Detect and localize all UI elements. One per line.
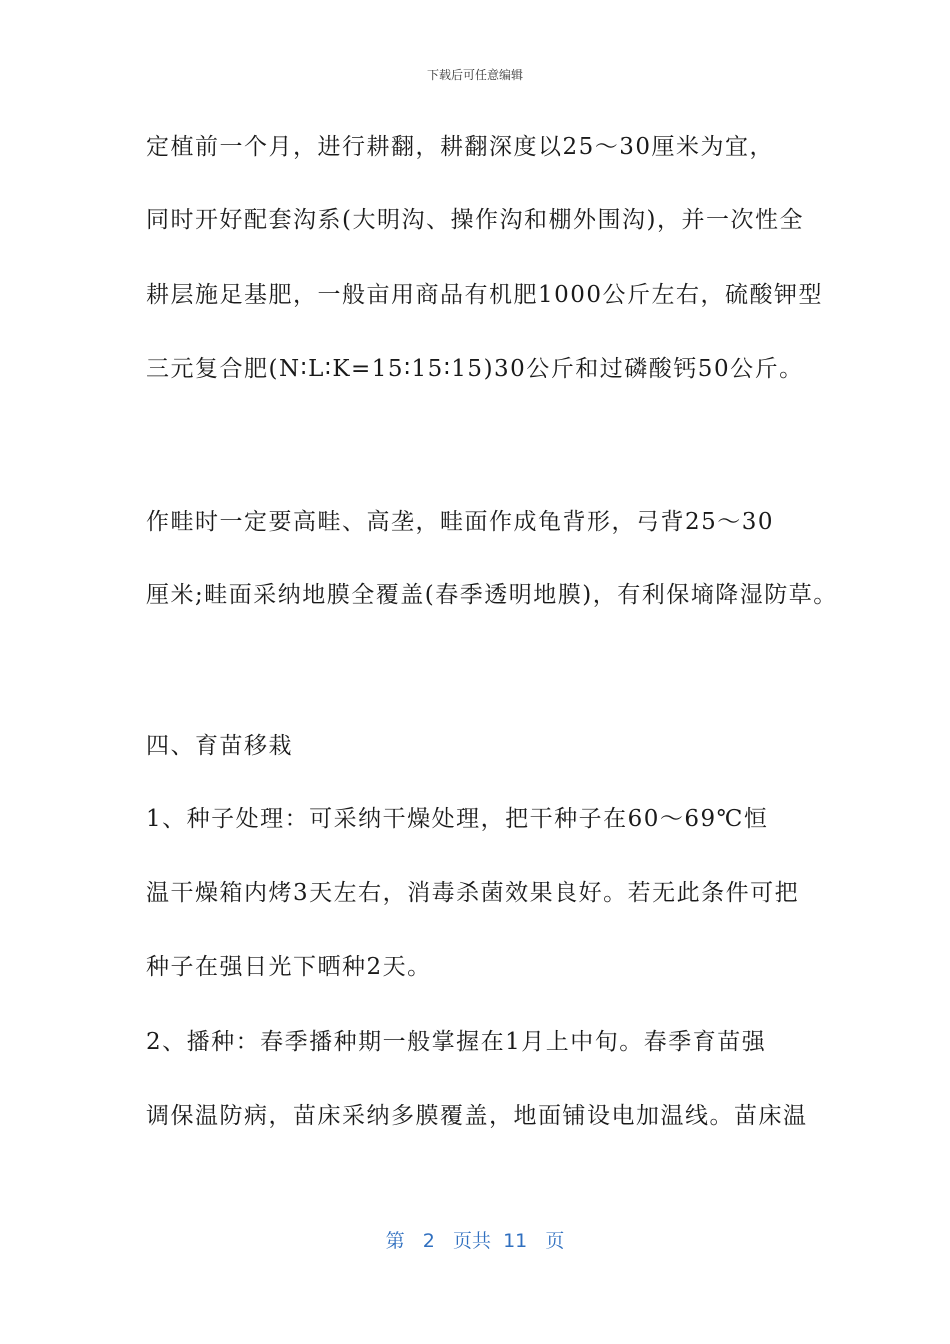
footer-prefix: 第 <box>385 1230 405 1252</box>
text-line: 定植前一个月，进行耕翻，耕翻深度以25～30厘米为宜， <box>146 134 775 160</box>
text-line: 温干燥箱内烤3天左右，消毒杀菌效果良好。若无此条件可把 <box>146 880 800 906</box>
section-heading: 四、育苗移栽 <box>146 733 293 759</box>
text-line: 厘米;畦面采纳地膜全覆盖(春季透明地膜)，有利保墒降湿防草。 <box>146 582 838 608</box>
footer-suffix: 页 <box>545 1230 565 1252</box>
text-line: 2、播种：春季播种期一般掌握在1月上中旬。春季育苗强 <box>146 1029 767 1055</box>
current-page-number: 2 <box>422 1230 435 1252</box>
text-line: 1、种子处理：可采纳干燥处理，把干种子在60～69℃恒 <box>146 806 769 832</box>
page-footer <box>0 1226 950 1253</box>
text-line: 作畦时一定要高畦、高垄，畦面作成龟背形，弓背25～30 <box>146 509 775 535</box>
text-line: 种子在强日光下晒种2天。 <box>146 954 432 980</box>
footer-mid: 页共 <box>452 1230 491 1252</box>
header-note: 下载后可任意编辑 <box>426 68 523 82</box>
text-line: 同时开好配套沟系(大明沟、操作沟和棚外围沟)，并一次性全 <box>146 207 804 233</box>
text-line: 调保温防病，苗床采纳多膜覆盖，地面铺设电加温线。苗床温 <box>146 1103 808 1129</box>
total-pages: 11 <box>503 1230 528 1252</box>
text-line: 耕层施足基肥，一般亩用商品有机肥1000公斤左右，硫酸钾型 <box>146 282 824 308</box>
text-line: 三元复合肥(N∶L∶K=15∶15∶15)30公斤和过磷酸钙50公斤。 <box>146 356 804 382</box>
